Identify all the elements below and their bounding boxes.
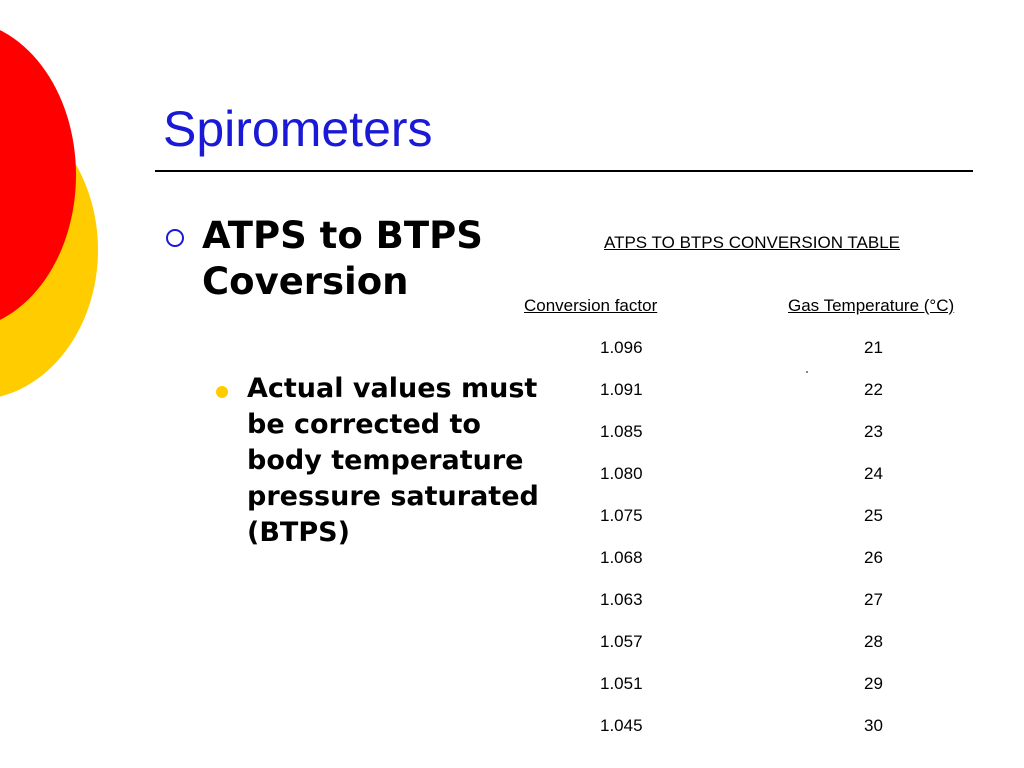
cell-conversion-factor: 1.063 [600, 590, 643, 609]
cell-conversion-factor: 1.051 [600, 674, 643, 693]
cell-gas-temperature: 25 [864, 506, 883, 525]
title-divider [155, 170, 973, 172]
cell-gas-temperature: 21 [864, 338, 883, 357]
cell-conversion-factor: 1.045 [600, 716, 643, 735]
cell-conversion-factor: 1.085 [600, 422, 643, 441]
cell-conversion-factor: 1.096 [600, 338, 643, 357]
stray-dot [806, 371, 808, 373]
cell-gas-temperature: 28 [864, 632, 883, 651]
cell-gas-temperature: 30 [864, 716, 883, 735]
slide-title: Spirometers [163, 101, 433, 157]
cell-conversion-factor: 1.068 [600, 548, 643, 567]
cell-gas-temperature: 23 [864, 422, 883, 441]
cell-conversion-factor: 1.080 [600, 464, 643, 483]
cell-gas-temperature: 27 [864, 590, 883, 609]
cell-conversion-factor: 1.091 [600, 380, 643, 399]
column-header-conversion-factor: Conversion factor [524, 296, 658, 315]
hollow-circle-bullet-icon [166, 229, 184, 247]
cell-gas-temperature: 24 [864, 464, 883, 483]
cell-conversion-factor: 1.057 [600, 632, 643, 651]
cell-gas-temperature: 26 [864, 548, 883, 567]
yellow-dot-bullet-icon [216, 386, 228, 398]
cell-gas-temperature: 29 [864, 674, 883, 693]
sub-bullet-text: Actual values must be corrected to body temperature pressure saturated (BTPS) [247, 373, 539, 548]
cell-conversion-factor: 1.075 [600, 506, 643, 525]
main-bullet-text: ATPS to BTPS Coversion [202, 214, 483, 303]
table-title: ATPS TO BTPS CONVERSION TABLE [604, 233, 901, 252]
cell-gas-temperature: 22 [864, 380, 883, 399]
column-header-gas-temperature: Gas Temperature (°C) [788, 296, 955, 315]
